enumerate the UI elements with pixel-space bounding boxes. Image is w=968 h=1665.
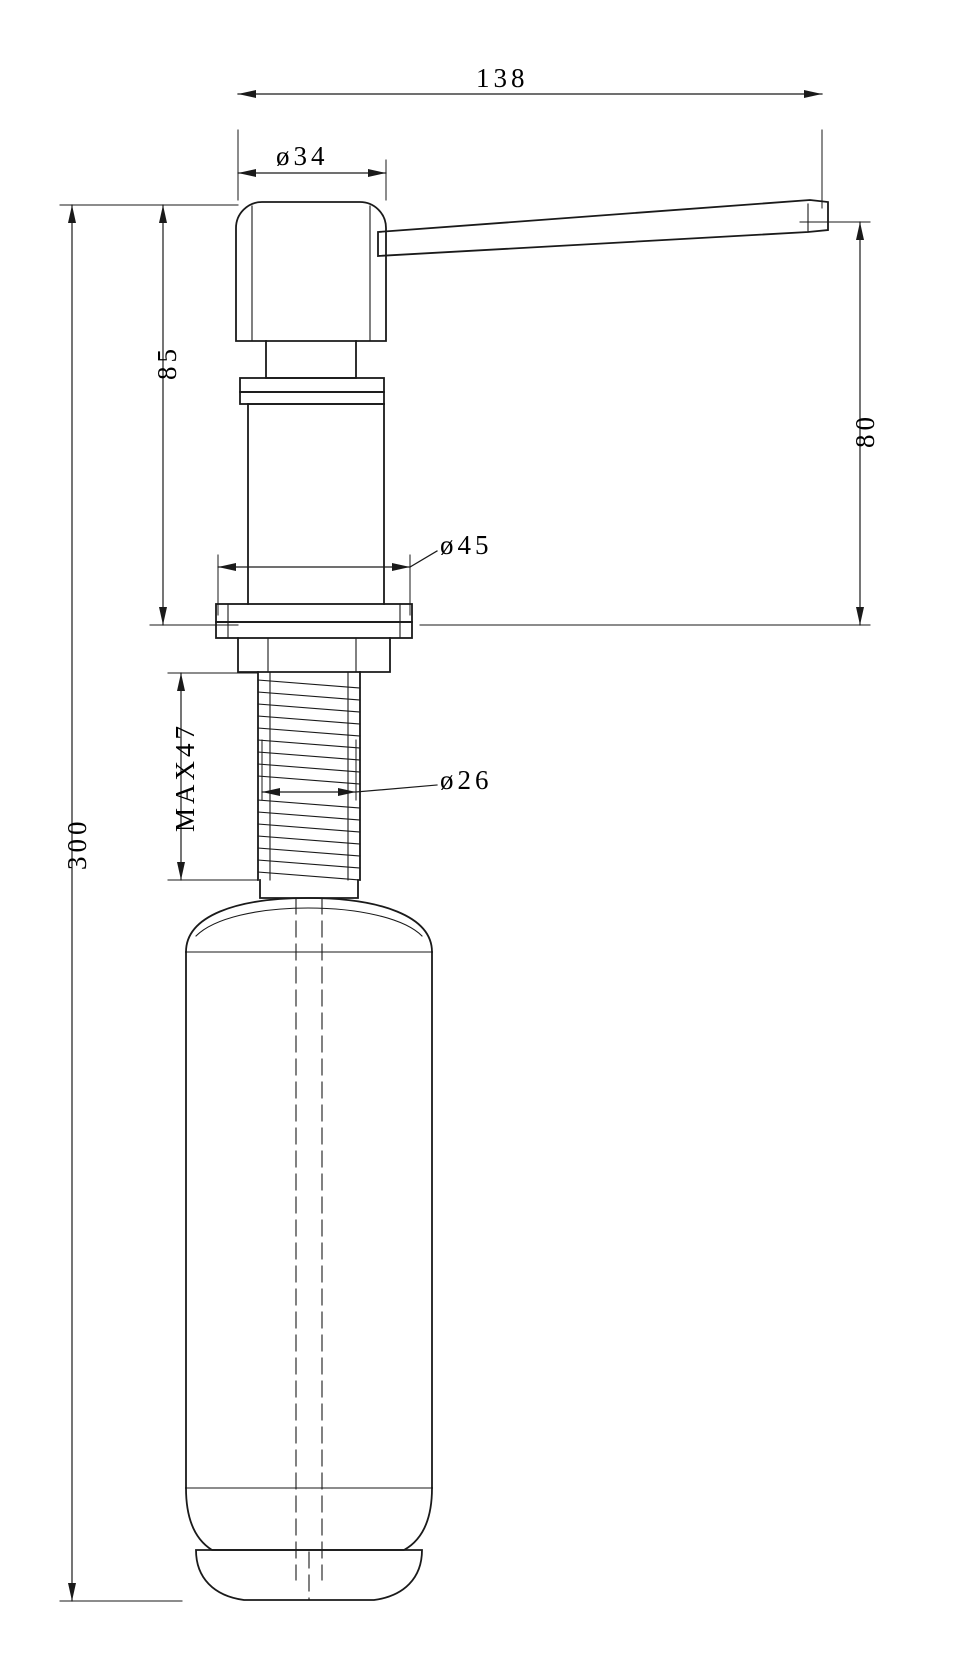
- hidden-center-lines: [296, 898, 322, 1600]
- dim-label-head-diameter: ø34: [276, 141, 329, 171]
- dim-label-pump-height: 85: [152, 345, 182, 380]
- dimension-lines: [68, 90, 864, 1601]
- part-outline: [186, 200, 828, 1600]
- dim-label-spout-height: 80: [850, 413, 880, 448]
- dim-label-max-thread-length: MAX47: [170, 721, 200, 832]
- thread-hatching: [258, 680, 360, 880]
- dim-label-overall-height: 300: [62, 817, 92, 870]
- dim-label-overall-length: 138: [476, 63, 529, 93]
- dim-label-thread-diameter: ø26: [440, 765, 493, 795]
- dim-label-flange-diameter: ø45: [440, 530, 493, 560]
